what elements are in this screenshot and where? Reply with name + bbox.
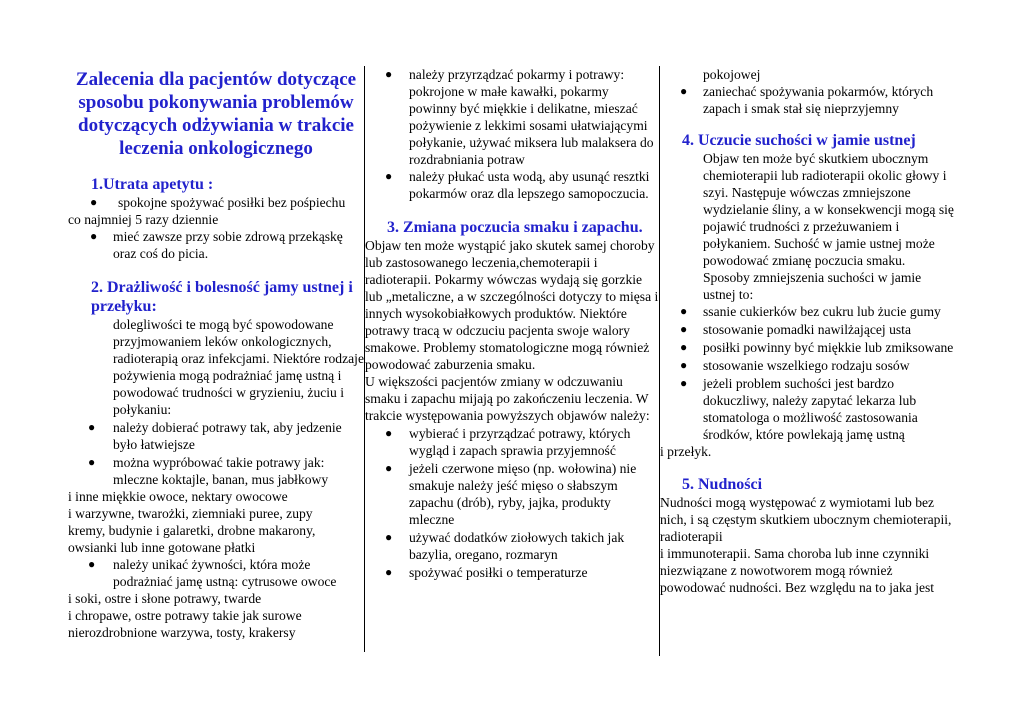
list-item: ● jeżeli czerwone mięso (np. wołowina) nie smakuje należy jeść mięso o słabszym zapachu (drób), ryby, jajka, produkty mleczne — [385, 461, 637, 527]
list-item: ● spokojne spożywać posiłki bez pośpiechu — [90, 195, 346, 210]
list-item: ● używać dodatków ziołowych takich jak bazylia, oregano, rozmaryn — [385, 530, 625, 562]
list-item: ● posiłki powinny być miękkie lub zmiksowane — [680, 340, 954, 355]
section-5-body-2: i immunoterapii. Sama choroba lub inne czynniki niezwiązane z nowotworem mogą również powodować nudności. Bez względu na to jaka jest — [660, 546, 935, 595]
section-2-list-2 — [68, 556, 364, 590]
section-3-list-col3 — [660, 83, 956, 117]
section-2-heading: 2. Drażliwość i bolesność jamy ustnej i przełyku: — [91, 279, 353, 315]
section-5-heading: 5. Nudności — [682, 476, 763, 493]
section-3-body: Objaw ten może wystąpić jako skutek samej choroby lub zastosowanego leczenia,chemoterapii i radioterapii. Pokarmy wówczas wydają się gorzkie lub „metaliczne, a w szczególności dotyczy to mięsa i innych wysokobiałkowych produktów. Niektóre potrawy tracą w odczuciu pacjenta swoje walory smakowe. Problemy stomatologiczne mogą również powodować zaburzenia smaku. — [365, 238, 659, 372]
section-3-list — [365, 425, 659, 581]
section-2-cont-2: i soki, ostre i słone potrawy, twarde i chropawe, ostre potrawy takie jak surowe nierozdrobnione warzywa, tosty, krakersy — [68, 591, 302, 640]
section-3-cont: pokojowej — [703, 67, 761, 82]
list-item: ● należy dobierać potrawy tak, aby jedzenie było łatwiejsze — [88, 420, 342, 452]
section-2-list-col2 — [365, 66, 659, 202]
list-item: ● zaniechać spożywania pokarmów, których zapach i smak stał się nieprzyjemny — [680, 84, 934, 116]
section-2-list — [68, 419, 364, 488]
section-1-heading: 1.Utrata apetytu : — [91, 176, 214, 193]
section-5-body: Nudności mogą występować z wymiotami lub bez nich, i są częstym skutkiem ubocznym chemioterapii, radioterapii — [660, 495, 952, 544]
section-1-list — [68, 194, 364, 211]
list-item: ● stosowanie wszelkiego rodzaju sosów — [680, 358, 910, 373]
section-1-line: co najmniej 5 razy dziennie — [68, 212, 219, 227]
list-item: ● należy przyrządzać pokarmy i potrawy: pokrojone w małe kawałki, pokarmy powinny być miękkie i delikatne, mieszać pożywienie z lekkimi sosami ułatwiającymi połykanie, używać miksera lub malaksera do rozdrabniania potraw — [385, 67, 654, 167]
list-item: ● jeżeli problem suchości jest bardzo dokuczliwy, należy zapytać lekarza lub stomatologa o możliwość zastosowania środków, które powlekają jamę ustną — [680, 376, 918, 442]
section-1-list-2 — [68, 228, 364, 262]
list-item: ● wybierać i przyrządzać potrawy, których wygląd i zapach sprawia przyjemność — [385, 426, 631, 458]
column-3 — [660, 66, 956, 596]
list-item: ● ssanie cukierków bez cukru lub żucie gumy — [680, 304, 941, 319]
section-4-heading: 4. Uczucie suchości w jamie ustnej — [682, 132, 916, 149]
list-item: ● stosowanie pomadki nawilżającej usta — [680, 322, 911, 337]
document-title: Zalecenia dla pacjentów dotyczące sposobu pokonywania problemów dotyczących odżywiania w trakcie leczenia onkologicznego — [75, 69, 357, 159]
list-item: ● należy unikać żywności, która może podrażniać jamę ustną: cytrusowe owoce — [88, 557, 337, 589]
section-4-intro-2: Sposoby zmniejszenia suchości w jamie ustnej to: — [703, 270, 922, 302]
list-item: ● należy płukać usta wodą, aby usunąć resztki pokarmów oraz dla lepszego samopoczucia. — [385, 169, 650, 201]
list-item: ● mieć zawsze przy sobie zdrową przekąskę oraz coś do picia. — [90, 229, 343, 261]
column-1 — [68, 66, 364, 641]
list-item: ● można wypróbować takie potrawy jak: mleczne koktajle, banan, mus jabłkowy — [88, 455, 329, 487]
section-3-body-2: U większości pacjentów zmiany w odczuwaniu smaku i zapachu mijają po zakończeniu leczenia. W trakcie występowania powyższych objawów należy: — [365, 374, 650, 423]
section-3-heading: 3. Zmiana poczucia smaku i zapachu. — [387, 219, 643, 236]
list-item: ● spożywać posiłki o temperaturze — [385, 565, 588, 580]
column-2 — [365, 66, 659, 581]
section-2-cont-1: i inne miękkie owoce, nektary owocowe i warzywne, twarożki, ziemniaki puree, zupy kremy, budynie i galaretki, drobne makarony, owsianki lub inne gotowane płatki — [68, 489, 316, 555]
section-4-cont: i przełyk. — [660, 444, 712, 459]
section-4-intro: Objaw ten może być skutkiem ubocznym chemioterapii lub radioterapii okolic głowy i szyi. Następuje wówczas zmniejszone wydzielanie śliny, a w konsekwencji mogą się pojawić trudności z przeżuwaniem i połykaniem. Suchość w jamie ustnej może powodować zmianę poczucia smaku. — [703, 151, 954, 268]
section-4-list — [660, 303, 956, 443]
section-2-intro: dolegliwości te mogą być spowodowane przyjmowaniem leków onkologicznych, radioterapią oraz infekcjami. Niektóre rodzaje pożywienia mogą podrażniać jamę ustną i powodować trudności w gryzieniu, żuciu i połykaniu: — [113, 317, 364, 417]
